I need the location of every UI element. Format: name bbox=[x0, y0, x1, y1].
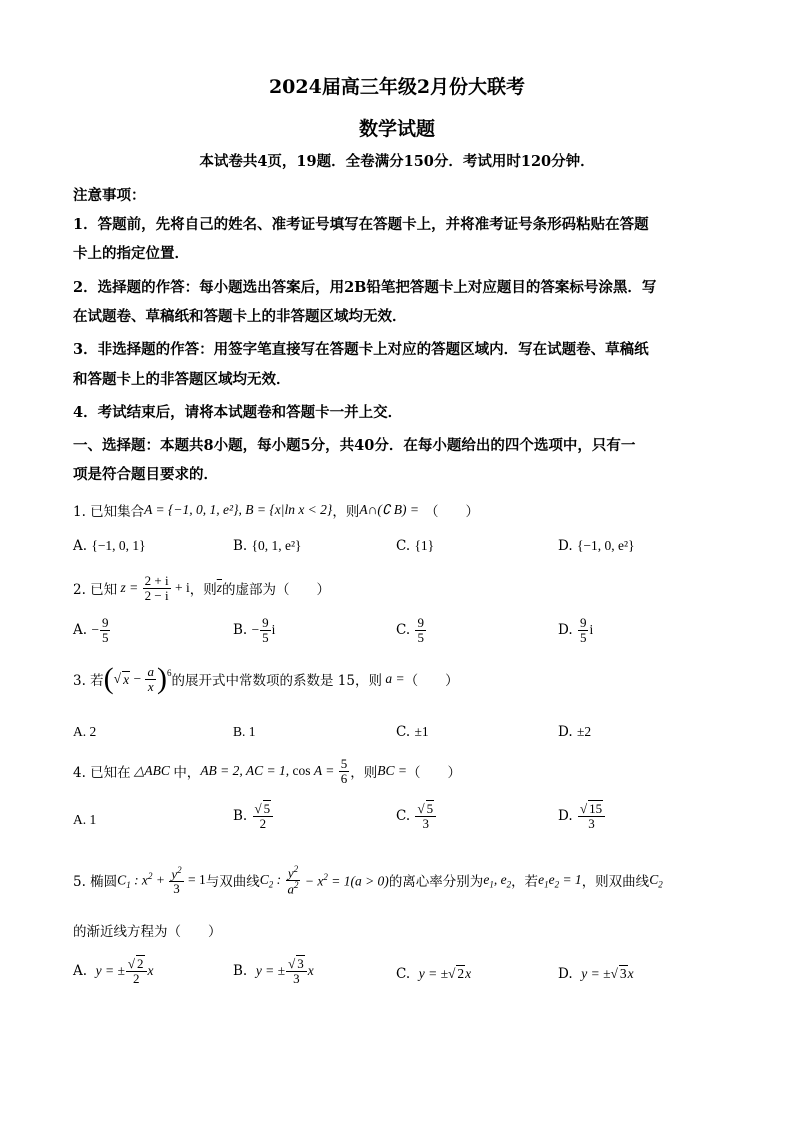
q1-option-b: B. {0, 1, e²} bbox=[233, 538, 302, 554]
q2-option-d: D. $\frac{9}{5}$ i bbox=[558, 615, 594, 645]
q1-paren: （ ） bbox=[425, 504, 480, 520]
q3-option-b: B. 1 bbox=[233, 724, 256, 739]
q1-option-a: A. {−1, 0, 1} bbox=[73, 538, 146, 554]
q1-sets: A = {−1, 0, 1, e²}, B = {x|ln x < 2} bbox=[144, 502, 333, 517]
q3-option-c: C. ±1 bbox=[396, 724, 429, 740]
q2-fraction: $\frac{2 + i}{2 - i}$ bbox=[144, 573, 169, 603]
question-1 bbox=[73, 500, 479, 520]
notice-heading: 注意事项： bbox=[73, 187, 146, 204]
exam-info: 本试卷共4页，19题．全卷满分150分．考试用时120分钟． bbox=[199, 153, 595, 170]
exam-title: 2024届高三年级2月份大联考 bbox=[268, 76, 526, 98]
q2-option-b: B. − $\frac{9}{5}$ i bbox=[233, 615, 276, 645]
q1-prefix: 1. 已知集合 bbox=[73, 504, 145, 520]
notice-item-2-line1: 2．选择题的作答：每小题选出答案后，用2B铅笔把答题卡上对应题目的答案标号涂黑．写 bbox=[73, 279, 657, 296]
q1-option-d: D. {−1, 0, e²} bbox=[558, 538, 635, 554]
q3-option-d: D. ±2 bbox=[558, 724, 592, 740]
section-1-line1: 一、选择题：本题共8小题，每小题5分，共40分．在每小题给出的四个选项中，只有一 bbox=[73, 437, 636, 454]
q4-option-c: C. $\frac{√ 5}{3}$ bbox=[396, 802, 437, 830]
notice-item-4: 4．考试结束后，请将本试题卷和答题卡一并上交． bbox=[73, 404, 403, 421]
notice-item-2-line2: 在试题卷、草稿纸和答题卡上的非答题区域均无效． bbox=[73, 308, 407, 325]
notice-item-1-line1: 1．答题前，先将自己的姓名、准考证号填写在答题卡上，并将准考证号条形码粘贴在答题 bbox=[73, 216, 649, 233]
q2-option-a: A. − $\frac{9}{5}$ bbox=[73, 615, 109, 645]
q4-option-a: A. 1 bbox=[73, 812, 97, 827]
notice-item-3-line1: 3．非选择题的作答：用签字笔直接写在答题卡上对应的答题区域内．写在试题卷、草稿纸 bbox=[73, 341, 649, 358]
q5-option-d: D. y = ± √ 3 x bbox=[558, 965, 634, 982]
section-1-line2: 项是符合题目要求的． bbox=[73, 466, 218, 483]
q4-option-b: B. $\frac{√ 5}{2}$ bbox=[233, 802, 274, 830]
q1-expr: A∩(∁ B) = bbox=[359, 502, 420, 517]
q1-option-c: C. {1} bbox=[396, 538, 435, 554]
q5-line2: 的渐近线方程为（ ） bbox=[73, 924, 222, 940]
question-2: 2. 已知 z = $\frac{2 + i}{2 - i}$ + i ，则 $\overline{z}$ 的虚部为（ ） bbox=[73, 573, 331, 603]
exam-subtitle: 数学试题 bbox=[358, 118, 435, 140]
q4-option-d: D. $\frac{√ 15}{3}$ bbox=[558, 802, 606, 830]
question-5: 5. 椭圆 $C_1$ : $x^2$ + $\frac{y^2}{3}$ = 1 与双曲线 $C_2$ : $\frac{y^2}{a^2}$ − $x^2 = 1(a > 0)$ 的离心率分别为 $e_1$, $e_2$ ，若 $e_1e_2 = 1$ ，则双曲线 $C_2$ bbox=[73, 864, 663, 897]
notice-item-1-line2: 卡上的指定位置． bbox=[73, 245, 189, 262]
q5-option-a: A. y = ± $\frac{√ 2}{2}$ x bbox=[73, 956, 154, 986]
q5-option-b: B. y = ± $\frac{√ 3}{3}$ x bbox=[233, 956, 314, 986]
question-4: 4. 已知在 △ABC 中， AB = 2, AC = 1, cos A = $\frac{5}{6}$ ，则 BC = （ ） bbox=[73, 756, 462, 786]
q3-option-a: A. 2 bbox=[73, 724, 97, 739]
q1-mid: ，则 bbox=[332, 504, 360, 520]
q5-option-c: C. y = ± √ 2 x bbox=[396, 965, 472, 982]
notice-item-3-line2: 和答题卡上的非答题区域均无效． bbox=[73, 371, 291, 388]
q2-option-c: C. $\frac{9}{5}$ bbox=[396, 615, 424, 645]
question-3: 3. 若 ( √ x − $\frac{a}{x}$ ) $^6$ 的展开式中常数项的系数是 15，则 a = （ ） bbox=[73, 662, 459, 695]
